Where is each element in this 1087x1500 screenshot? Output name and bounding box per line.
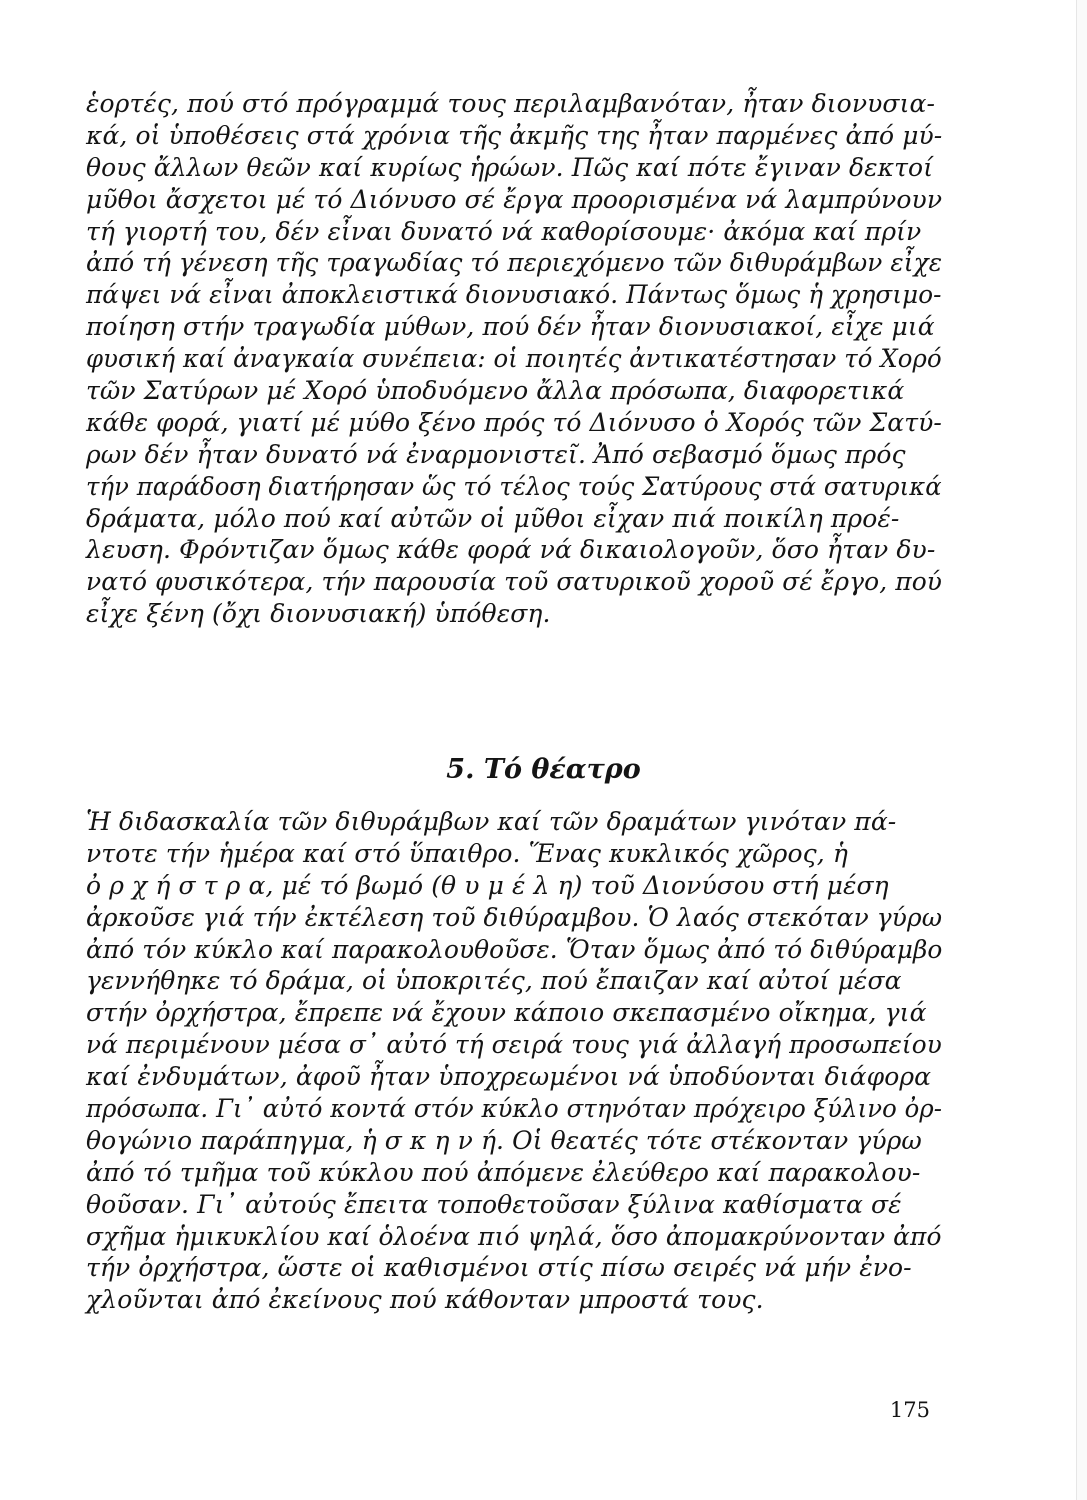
text-line: λευση. Φρόντιζαν ὅμως κάθε φορά νά δικαιολογοῦν, ὅσο ἦταν δυ- bbox=[86, 535, 936, 565]
text-line: ρων δέν ἦταν δυνατό νά ἐναρμονιστεῖ. Ἀπό σεβασμό ὅμως πρός bbox=[86, 439, 906, 469]
text-line: εἶχε ξένη (ὄχι διονυσιακή) ὑπόθεση. bbox=[86, 599, 551, 629]
text-line: κάθε φορά, γιατί μέ μύθο ξένο πρός τό Διόνυσο ὁ Χορός τῶν Σατύ- bbox=[86, 407, 942, 437]
page-edge bbox=[1076, 0, 1087, 1500]
text-line: φυσική καί ἀναγκαία συνέπεια: οἱ ποιητές ἀντικατέστησαν τό Χορό bbox=[86, 344, 942, 374]
text-line: νατό φυσικότερα, τήν παρουσία τοῦ σατυρικοῦ χοροῦ σέ ἔργο, πού bbox=[86, 567, 943, 597]
page-number: 175 bbox=[889, 1398, 930, 1422]
text-line: στήν ὀρχήστρα, ἔπρεπε νά ἔχουν κάποιο σκεπασμένο οἴκημα, γιά bbox=[86, 998, 927, 1028]
text-line: γεννήθηκε τό δράμα, οἱ ὑποκριτές, πού ἔπαιζαν καί αὐτοί μέσα bbox=[86, 966, 902, 996]
text-line: ὀ ρ χ ή σ τ ρ α, μέ τό βωμό (θ υ μ έ λ η) τοῦ Διονύσου στή μέση bbox=[86, 870, 889, 900]
text-line: μῦθοι ἄσχετοι μέ τό Διόνυσο σέ ἔργα προορισμένα νά λαμπρύνουν bbox=[86, 184, 943, 214]
text-line: θοῦσαν. Γι᾽ αὐτούς ἔπειτα τοποθετοῦσαν ξύλινα καθίσματα σέ bbox=[86, 1189, 902, 1219]
text-line: σχῆμα ἡμικυκλίου καί ὁλοένα πιό ψηλά, ὅσο ἀπομακρύνονταν ἀπό bbox=[86, 1221, 942, 1251]
text-line: Ἡ διδασκαλία τῶν διθυράμβων καί τῶν δραμάτων γινόταν πά- bbox=[86, 807, 897, 836]
text-line: ντοτε τήν ἡμέρα καί στό ὕπαιθρο. Ἕνας κυκλικός χῶρος, ἡ bbox=[86, 838, 848, 868]
text-line: τήν ὀρχήστρα, ὥστε οἱ καθισμένοι στίς πίσω σειρές νά μήν ἐνο- bbox=[86, 1253, 912, 1283]
text-line: ἀπό τόν κύκλο καί παρακολουθοῦσε. Ὅταν ὅμως ἀπό τό διθύραμβο bbox=[86, 934, 943, 964]
text-line: θογώνιο παράπηγμα, ἡ σ κ η ν ή. Οἱ θεατές τότε στέκονταν γύρω bbox=[86, 1125, 922, 1155]
section-heading: 5. Τό θέατρο bbox=[446, 754, 641, 785]
text-line: πρόσωπα. Γι᾽ αὐτό κοντά στόν κύκλο στηνόταν πρόχειρο ξύλινο ὀρ- bbox=[86, 1094, 943, 1124]
text-line: ποίηση στήν τραγωδία μύθων, πού δέν ἦταν διονυσιακοί, εἶχε μιά bbox=[86, 312, 935, 342]
text-line: ἀπό τή γένεση τῆς τραγωδίας τό περιεχόμενο τῶν διθυράμβων εἶχε bbox=[86, 248, 943, 278]
text-line: καί ἐνδυμάτων, ἀφοῦ ἦταν ὑποχρεωμένοι νά ὑποδύονται διάφορα bbox=[86, 1062, 932, 1092]
text-line: ἀπό τό τμῆμα τοῦ κύκλου πού ἀπόμενε ἐλεύθερο καί παρακολου- bbox=[86, 1157, 921, 1187]
text-line: νά περιμένουν μέσα σ᾽ αὐτό τή σειρά τους γιά ἀλλαγή προσωπείου bbox=[86, 1030, 942, 1060]
paragraph-1 bbox=[86, 88, 942, 630]
text-line: πάψει νά εἶναι ἀποκλειστικά διονυσιακό. Πάντως ὅμως ἡ χρησιμο- bbox=[86, 280, 942, 310]
text-line: χλοῦνται ἀπό ἐκείνους πού κάθονταν μπροστά τους. bbox=[86, 1285, 764, 1315]
text-line: τῶν Σατύρων μέ Χορό ὑποδυόμενο ἄλλα πρόσωπα, διαφορετικά bbox=[86, 376, 905, 406]
text-line: δράματα, μόλο πού καί αὐτῶν οἱ μῦθοι εἶχαν πιά ποικίλη προέ- bbox=[86, 503, 900, 533]
paragraph-2 bbox=[86, 806, 942, 1316]
text-line: κά, οἱ ὑποθέσεις στά χρόνια τῆς ἀκμῆς της ἦταν παρμένες ἀπό μύ- bbox=[86, 120, 943, 150]
text-line: θους ἄλλων θεῶν καί κυρίως ἡρώων. Πῶς καί πότε ἔγιναν δεκτοί bbox=[86, 152, 934, 182]
text-line: ἑορτές, πού στό πρόγραμμά τους περιλαμβανόταν, ἦταν διονυσια- bbox=[86, 89, 936, 118]
text-line: τήν παράδοση διατήρησαν ὥς τό τέλος τούς Σατύρους στά σατυρικά bbox=[86, 471, 942, 501]
text-line: ἀρκοῦσε γιά τήν ἐκτέλεση τοῦ διθύραμβου. Ὁ λαός στεκόταν γύρω bbox=[86, 902, 943, 932]
text-line: τή γιορτή του, δέν εἶναι δυνατό νά καθορίσουμε· ἀκόμα καί πρίν bbox=[86, 216, 922, 246]
